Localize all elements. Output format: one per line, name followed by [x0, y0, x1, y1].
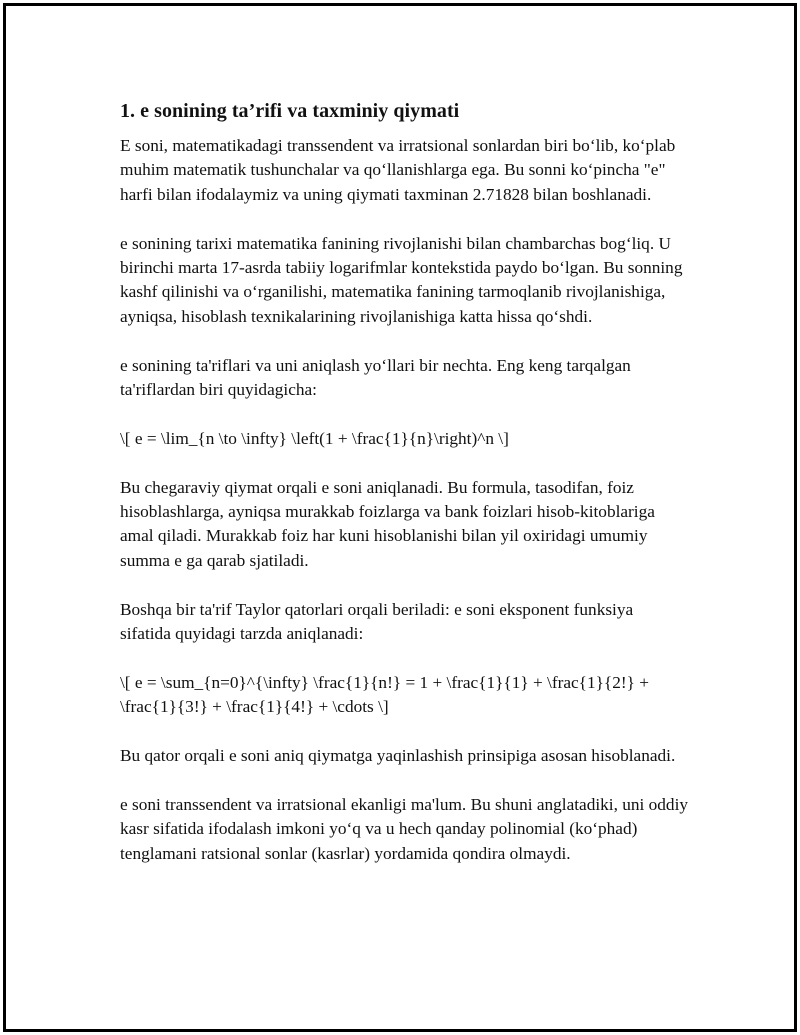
- paragraph-taylor: Boshqa bir ta'rif Taylor qatorlari orqali beriladi: e soni eksponent funksiya sifatida quyidagi tarzda aniqlanadi:: [120, 599, 634, 644]
- paragraph-transcendental: e soni transsendent va irratsional ekanligi ma'lum. Bu shuni anglatadiki, uni oddiy kasr sifatida ifodalash imkoni yo‘q va u hech qanday polinomial (ko‘phad) tenglamani ratsional sonlar (kasrlar) yordamida qondira olmaydi.: [120, 794, 689, 863]
- formula-series: \[ e = \sum_{n=0}^{\infty} \frac{1}{n!} = 1 + \frac{1}{1} + \frac{1}{2!} + \frac{1}{3!} + \frac{1}{4!} + \cdots \]: [120, 672, 649, 717]
- section-heading: 1. e sonining ta’rifi va taxminiy qiymati: [120, 100, 460, 122]
- paragraph-limit-explanation: Bu chegaraviy qiymat orqali e soni aniqlanadi. Bu formula, tasodifan, foiz hisoblashlarga, ayniqsa murakkab foizlarga va bank foizlari hisob-kitoblariga amal qiladi. Murakkab foiz har kuni hisoblanishi bilan yil oxiridagi umumiy summa e ga qarab sjatiladi.: [120, 477, 655, 570]
- document-body: [120, 97, 688, 890]
- formula-limit: \[ e = \lim_{n \to \infty} \left(1 + \frac{1}{n}\right)^n \]: [120, 428, 509, 448]
- paragraph-intro: E soni, matematikadagi transsendent va irratsional sonlardan biri bo‘lib, ko‘plab muhim matematik tushunchalar va qo‘llanishlarga ega. Bu sonni ko‘pincha "e" harfi bilan ifodalaymiz va uning qiymati taxminan 2.71828 bilan boshlanadi.: [120, 136, 676, 204]
- document-page: [3, 3, 797, 1032]
- paragraph-definitions: e sonining ta'riflari va uni aniqlash yo‘llari bir nechta. Eng keng tarqalgan ta'riflardan biri quyidagicha:: [120, 355, 631, 400]
- paragraph-series-explanation: Bu qator orqali e soni aniq qiymatga yaqinlashish prinsipiga asosan hisoblanadi.: [120, 746, 676, 766]
- paragraph-history: e sonining tarixi matematika fanining rivojlanishi bilan chambarchas bog‘liq. U birinchi marta 17-asrda tabiiy logarifmlar kontekstida paydo bo‘lgan. Bu sonning kashf qilinishi va o‘rganilishi, matematika fanining tarmoqlanib rivojlanishiga, ayniqsa, hisoblash texnikalarining rivojlanishiga katta hissa qo‘shdi.: [120, 233, 683, 326]
